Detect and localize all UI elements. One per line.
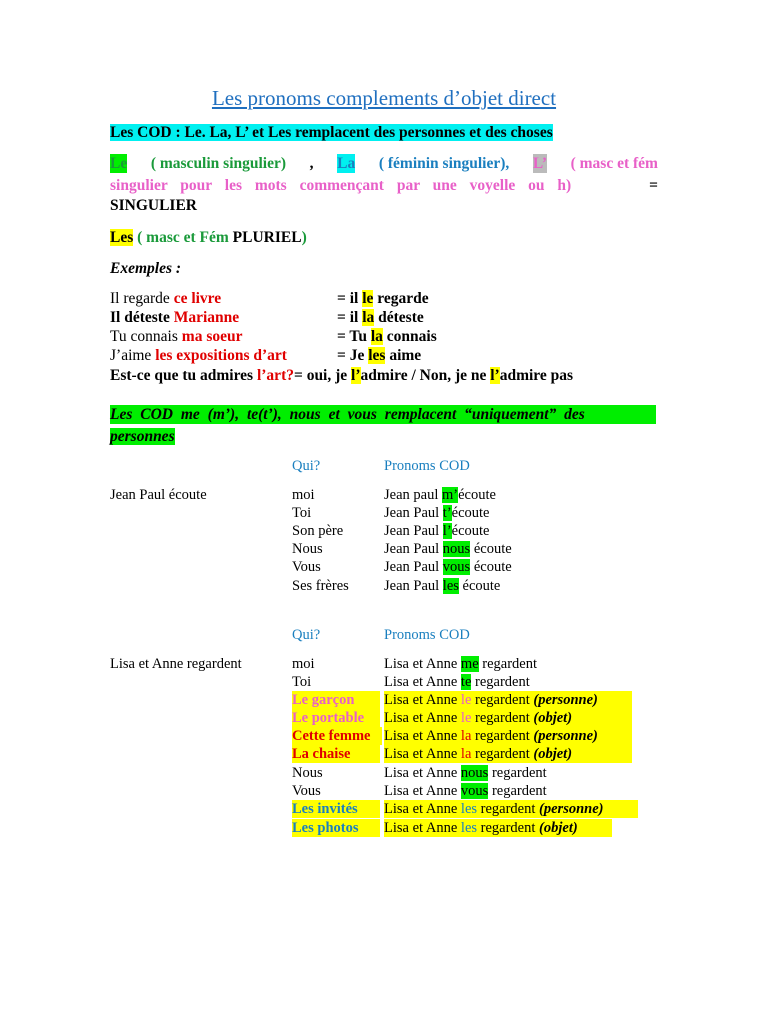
sentence-start: Jean Paul xyxy=(384,578,443,594)
sentence-start: Lisa et Anne xyxy=(384,674,461,690)
sentence-end: regardent xyxy=(471,746,534,762)
pronoun-highlight: t’ xyxy=(442,505,452,521)
example-result-text: connais xyxy=(382,328,437,345)
example-result xyxy=(337,289,429,308)
note: (objet) xyxy=(539,820,578,836)
example-result-text: = Je xyxy=(337,347,369,364)
page-title: Les pronoms complements d’objet direct xyxy=(211,86,557,110)
sentence-start: Jean Paul xyxy=(384,505,443,521)
table1-pronoun-row xyxy=(384,504,490,522)
pronoun-l-apostrophe: L’ xyxy=(532,155,547,172)
table2-subject: Lisa et Anne regardent xyxy=(110,656,242,672)
sentence-end: regardent xyxy=(471,674,530,690)
pronoun-la: La xyxy=(337,155,356,172)
example-pronoun: la xyxy=(370,328,383,345)
table1-qui: Toi xyxy=(292,505,312,521)
pluriel-label: PLURIEL xyxy=(232,229,302,246)
example-result-text: admire pas xyxy=(499,367,574,384)
table2-qui: Les photos xyxy=(292,819,380,837)
pronoun-highlight: la xyxy=(460,746,472,762)
sentence-start: Jean Paul xyxy=(384,541,443,557)
table1-pronoun-row xyxy=(384,577,500,595)
sentence-end: regardent xyxy=(477,801,540,817)
example-pronoun: la xyxy=(362,309,375,326)
intro-plural-line xyxy=(110,228,307,247)
sentence-end: regardent xyxy=(477,820,540,836)
table2-pronoun-row xyxy=(384,691,632,709)
sentence-start: Lisa et Anne xyxy=(384,820,461,836)
section2-text: Les COD me (m’), te(t’), nous et vous remplacent “uniquement” des xyxy=(110,406,585,423)
table1-pronoun-row xyxy=(384,540,512,558)
pronoun-highlight: vous xyxy=(460,783,489,799)
sentence-start: Lisa et Anne xyxy=(384,746,461,762)
table1-header-pronoms: Pronoms COD xyxy=(384,458,470,474)
example-text: Est-ce que tu admires xyxy=(110,367,257,384)
table2-pronoun-row xyxy=(384,655,537,673)
table1-pronoun-row xyxy=(384,522,490,540)
table2-qui: Cette femme xyxy=(292,727,382,745)
table2-header-qui: Qui? xyxy=(292,627,321,643)
equals-sign: = xyxy=(649,177,658,194)
example-result-text: = il xyxy=(337,309,363,326)
note: (personne) xyxy=(533,728,598,744)
table1-qui: Ses frères xyxy=(292,578,349,594)
fem-sing-label: ( féminin singulier), xyxy=(378,155,510,172)
table2-pronoun-row xyxy=(384,819,612,837)
table2-header-pronoms: Pronoms COD xyxy=(384,627,470,643)
example-result xyxy=(337,308,424,327)
example-row xyxy=(110,346,287,365)
pronoun-highlight: le xyxy=(460,692,472,708)
note: (personne) xyxy=(533,692,598,708)
section2-line-2 xyxy=(110,427,175,446)
sentence-start: Lisa et Anne xyxy=(384,728,461,744)
table1-qui: moi xyxy=(292,487,315,503)
example-text: J’aime xyxy=(110,347,156,364)
section2-line-1 xyxy=(110,405,656,424)
section2-text: personnes xyxy=(110,428,175,445)
note: (objet) xyxy=(533,746,573,762)
table2-qui: Le garçon xyxy=(292,691,380,709)
example-result xyxy=(337,327,437,346)
example-result-text: déteste xyxy=(374,309,424,326)
example-result-text: = il xyxy=(337,290,363,307)
pronoun-les: Les xyxy=(110,229,134,246)
table2-qui: Toi xyxy=(292,674,312,690)
table2-pronoun-row xyxy=(384,800,638,818)
intro-line-2 xyxy=(110,154,658,173)
pronoun-highlight: nous xyxy=(442,541,471,557)
sentence-start: Jean Paul xyxy=(384,523,443,539)
example-pronoun: l’ xyxy=(490,367,500,384)
table1-subject: Jean Paul écoute xyxy=(110,487,207,503)
sentence-end: écoute xyxy=(451,523,490,539)
table1-qui: Son père xyxy=(292,523,344,539)
sentence-end: regardent xyxy=(471,710,534,726)
sentence-start: Lisa et Anne xyxy=(384,656,461,672)
table2-qui: Nous xyxy=(292,765,323,781)
example-object: l’art? xyxy=(256,367,294,384)
pronoun-highlight: l’ xyxy=(442,523,452,539)
table1-pronoun-row xyxy=(384,486,496,504)
table2-qui: La chaise xyxy=(292,745,380,763)
singulier-explanation: singulier pour les mots commençant par une voyelle ou h) xyxy=(110,177,572,194)
example-row-last xyxy=(110,366,573,385)
sentence-end: regardent xyxy=(478,656,538,672)
pronoun-highlight: la xyxy=(460,728,472,744)
sentence-end: écoute xyxy=(451,505,490,521)
sentence-start: Lisa et Anne xyxy=(384,692,461,708)
example-pronoun: le xyxy=(362,290,374,307)
pronoun-highlight: m’ xyxy=(441,487,459,503)
example-object: les expositions d’art xyxy=(155,347,287,364)
example-result-text: regarde xyxy=(373,290,429,307)
sentence-start: Lisa et Anne xyxy=(384,783,461,799)
table2-pronoun-row xyxy=(384,745,632,763)
table2-qui: Vous xyxy=(292,783,321,799)
table2-qui: Le portable xyxy=(292,709,380,727)
masc-fem-label: ( masc et fém xyxy=(570,155,658,172)
sentence-end: écoute xyxy=(470,541,512,557)
pronoun-highlight: le xyxy=(460,710,472,726)
example-text: Il regarde xyxy=(110,290,174,307)
example-text: Il déteste xyxy=(110,309,174,326)
example-result xyxy=(337,346,421,365)
sentence-start: Lisa et Anne xyxy=(384,710,461,726)
intro-cod-highlight: Les COD : Le. La, L’ et Les remplacent des personnes et des choses xyxy=(110,124,553,141)
pronoun-le: Le xyxy=(110,155,128,172)
pronoun-highlight: vous xyxy=(442,559,471,575)
close-paren: ) xyxy=(301,229,307,246)
masc-fem-plural-label: ( masc et Fém xyxy=(137,229,229,246)
example-row xyxy=(110,289,221,308)
table2-pronoun-row xyxy=(384,709,632,727)
example-result-text: = oui, je xyxy=(293,367,352,384)
sentence-end: regardent xyxy=(471,692,534,708)
masc-sing-label: ( masculin singulier) xyxy=(150,155,287,172)
pronoun-highlight: les xyxy=(442,578,459,594)
pronoun-highlight: me xyxy=(460,656,479,672)
table2-qui: Les invités xyxy=(292,800,380,818)
table1-qui: Nous xyxy=(292,541,323,557)
table2-pronoun-row xyxy=(384,727,632,745)
example-result-text: aime xyxy=(385,347,422,364)
example-result-text: admire / Non, je ne xyxy=(360,367,491,384)
sentence-start: Jean paul xyxy=(384,487,442,503)
table2-qui: moi xyxy=(292,656,315,672)
example-object: ma soeur xyxy=(181,328,243,345)
note: (objet) xyxy=(533,710,573,726)
comma: , xyxy=(309,155,314,172)
example-pronoun: les xyxy=(368,347,386,364)
pronoun-highlight: les xyxy=(460,820,478,836)
sentence-end: regardent xyxy=(488,783,547,799)
sentence-end: écoute xyxy=(458,578,501,594)
table2-pronoun-row xyxy=(384,782,547,800)
sentence-end: écoute xyxy=(470,559,512,575)
intro-line-1 xyxy=(110,123,553,142)
sentence-end: regardent xyxy=(488,765,547,781)
example-object: ce livre xyxy=(173,290,222,307)
pronoun-highlight: les xyxy=(460,801,478,817)
table1-qui: Vous xyxy=(292,559,321,575)
sentence-start: Jean Paul xyxy=(384,559,443,575)
table2-pronoun-row xyxy=(384,673,530,691)
note: (personne) xyxy=(539,801,604,817)
example-pronoun: l’ xyxy=(351,367,361,384)
table2-pronoun-row xyxy=(384,764,547,782)
pronoun-highlight: te xyxy=(460,674,472,690)
example-row xyxy=(110,327,242,346)
intro-line-3 xyxy=(110,176,658,195)
example-text: Tu connais xyxy=(110,328,182,345)
pronoun-highlight: nous xyxy=(460,765,489,781)
exemples-heading: Exemples : xyxy=(110,260,182,277)
example-row xyxy=(110,308,239,327)
sentence-start: Lisa et Anne xyxy=(384,765,461,781)
sentence-end: regardent xyxy=(471,728,534,744)
sentence-end: écoute xyxy=(458,487,496,503)
sentence-start: Lisa et Anne xyxy=(384,801,461,817)
example-object: Marianne xyxy=(173,309,240,326)
table1-pronoun-row xyxy=(384,558,512,576)
table1-header-qui: Qui? xyxy=(292,458,321,474)
singulier-label: SINGULIER xyxy=(110,197,197,214)
example-result-text: = Tu xyxy=(337,328,371,345)
